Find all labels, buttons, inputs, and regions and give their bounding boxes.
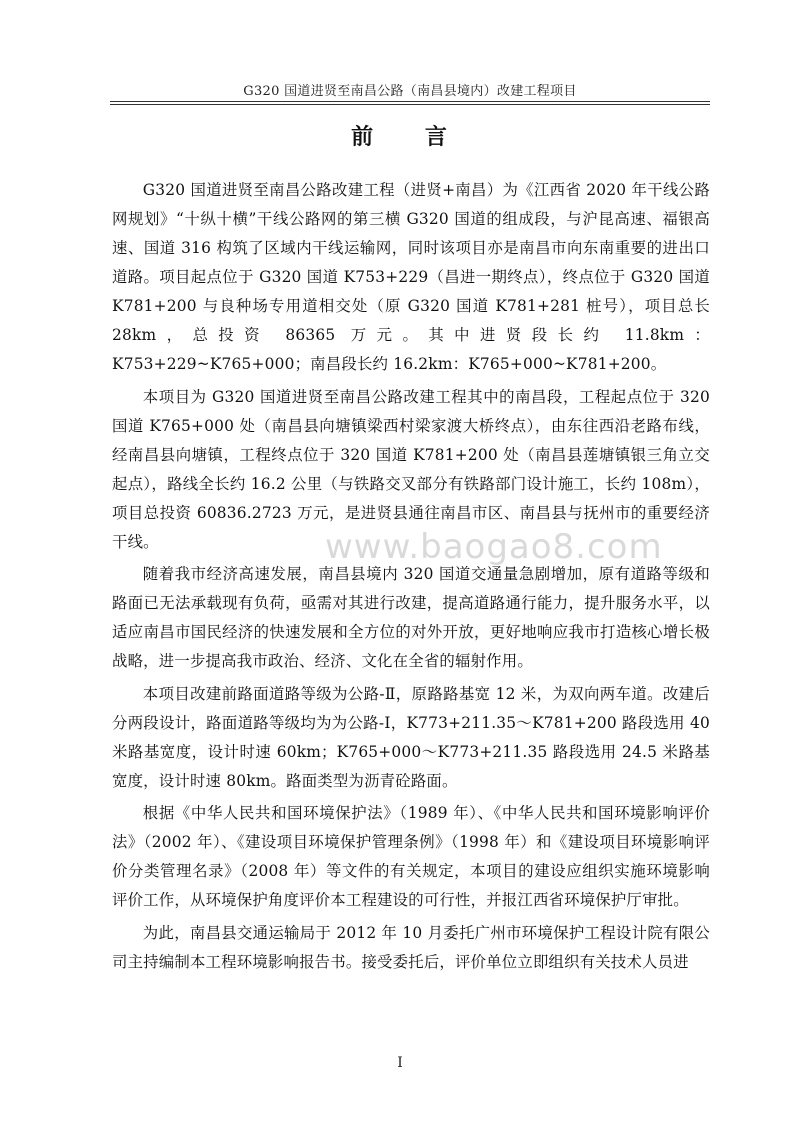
paragraph-6: 为此，南昌县交通运输局于 2012 年 10 月委托广州市环境保护工程设计院有限公司主持编制本工程环境影响报告书。接受委托后，评价单位立即组织有关技术人员进: [112, 923, 710, 971]
paragraph-5: 根据《中华人民共和国环境保护法》（1989 年）、《中华人民共和国环境影响评价法》（2002 年）、《建设项目环境保护管理条例》（1998 年）和《建设项目环境影响评价分类管理名录》（2008 年）等文件的有关规定，本项目的建设应组织实施环境影响评价工作，从环境保护角度评价本工程建设的可行性，并报江西省环境保护厅审批。: [112, 804, 710, 909]
document-body: [112, 176, 710, 980]
running-header: G320 国道进贤至南昌公路（南昌县境内）改建工程项目: [243, 84, 577, 99]
header-divider: [110, 101, 710, 102]
paragraph-2: 本项目为 G320 国道进贤至南昌公路改建工程其中的南昌段，工程起点位于 320 国道 K765+000 处（南昌县向塘镇梁西村梁家渡大桥终点），由东往西沿老路布线，经南昌县向塘镇，工程终点位于 320 国道 K781+200 处（南昌县莲塘镇银三角立交起点），路线全长约 16.2 公里（与铁路交叉部分有铁路部门设计施工，长约 108m），项目总投资 60836.2723 万元，是进贤县通往南昌市区、南昌县与抚州市的重要经济干线。: [112, 387, 710, 551]
paragraph-3: 随着我市经济高速发展，南昌县境内 320 国道交通量急剧增加，原有道路等级和路面已无法承载现有负荷，亟需对其进行改建，提高道路通行能力，提升服务水平，以适应南昌市国民经济的快速发展和全方位的对外开放，更好地响应我市打造核心增长极战略，进一步提高我市政治、经济、文化在全省的辐射作用。: [112, 565, 710, 670]
watermark: www.baogao8.com: [325, 527, 663, 567]
paragraph-1: G320 国道进贤至南昌公路改建工程（进贤+南昌）为《江西省 2020 年干线公路网规划》“十纵十横”干线公路网的第三横 G320 国道的组成段，与沪昆高速、福银高速、国道 316 构筑了区域内干线运输网，同时该项目亦是南昌市向东南重要的进出口道路。项目起点位于 G320 国道 K753+229（昌进一期终点），终点位于 G320 国道 K781+200 与良种场专用道相交处（原 G320 国道 K781+281 桩号），项目总长 28km，总投资 86365 万元。其中进贤段长约 11.8km：K753+229~K765+000；南昌段长约 16.2km：K765+000~K781+200。: [112, 181, 710, 373]
page-title: 前 言: [351, 124, 469, 150]
header-divider-secondary: [110, 104, 710, 105]
paragraph-4: 本项目改建前路面道路等级为公路-Ⅱ，原路路基宽 12 米，为双向两车道。改建后分两段设计，路面道路等级均为为公路-Ⅰ，K773+211.35～K781+200 路段选用 40 米路基宽度，设计时速 60km；K765+000～K773+211.35 路段选用 24.5 米路基宽度，设计时速 80km。路面类型为沥青砼路面。: [112, 684, 710, 790]
page-number: I: [397, 1055, 403, 1071]
